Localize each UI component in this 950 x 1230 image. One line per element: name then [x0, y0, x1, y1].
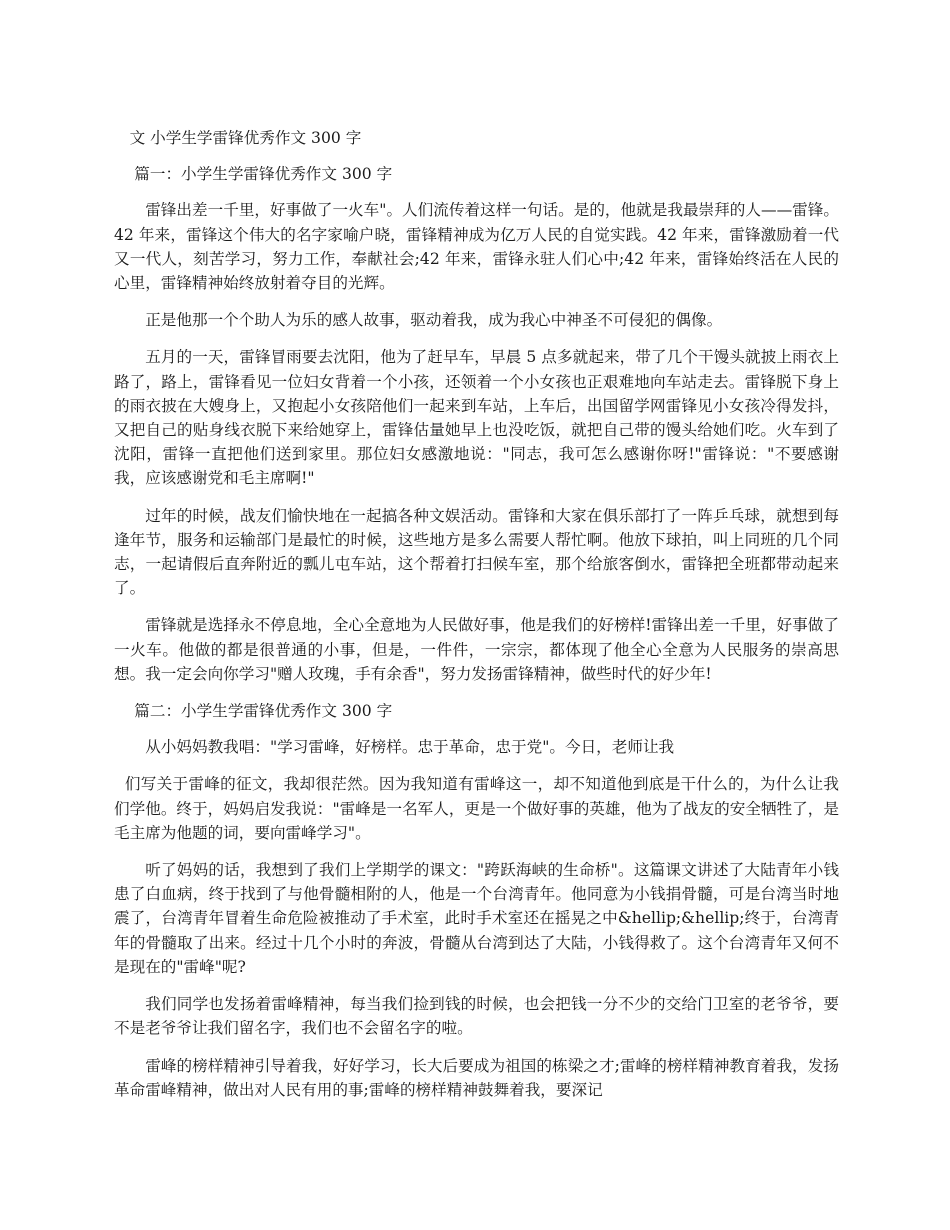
paragraph: 们写关于雷峰的征文，我却很茫然。因为我知道有雷峰这一，却不知道他到底是干什么的，为什么让我们学他。终于，妈妈启发我说："雷峰是一名军人，更是一个做好事的英雄，他为了战友的安全牺牲了，是毛主席为他题的词，要向雷峰学习"。 — [114, 775, 839, 842]
paragraph: 从小妈妈教我唱："学习雷峰，好榜样。忠于革命，忠于党"。今日，老师让我 — [145, 738, 675, 757]
paragraph: 听了妈妈的话，我想到了我们上学期学的课文："跨跃海峡的生命桥"。这篇课文讲述了大陆青年小钱患了白血病，终于找到了与他骨髓相附的人，他是一个台湾青年。他同意为小钱捐骨髓，可是台湾当时地震了，台湾青年冒着生命危险被推动了手术室，此时手术室还在摇晃之中&hellip;&hellip;终于，台湾青年的骨髓取了出来。经过十几个小时的奔波，骨髓从台湾到达了大陆，小钱得救了。这个台湾青年又何不是现在的"雷峰"呢? — [114, 861, 839, 976]
paragraph: 正是他那一个个助人为乐的感人故事，驱动着我，成为我心中神圣不可侵犯的偶像。 — [145, 311, 723, 330]
paragraph: 我们同学也发扬着雷峰精神，每当我们捡到钱的时候，也会把钱一分不少的交给门卫室的老爷爷，要不是老爷爷让我们留名字，我们也不会留名字的啦。 — [114, 995, 839, 1038]
paragraph: 五月的一天，雷锋冒雨要去沈阳，他为了赶早车，早晨 5 点多就起来，带了几个干馒头就披上雨衣上路了，路上，雷锋看见一位妇女背着一个小孩，还领着一个小女孩也正艰难地向车站走去。雷锋脱下身上的雨衣披在大嫂身上，又抱起小女孩陪他们一起来到车站，上车后，出国留学网雷锋见小女孩冷得发抖，又把自己的贴身线衣脱下来给她穿上，雷锋估量她早上也没吃饭，就把自己带的馒头给她们吃。火车到了沈阳，雷锋一直把他们送到家里。那位妇女感激地说："同志，我可怎么感谢你呀!"雷锋说："不要感谢我，应该感谢党和毛主席啊!" — [114, 348, 839, 488]
document-title: 文 小学生学雷锋优秀作文 300 字 — [129, 129, 362, 147]
document-page — [114, 126, 839, 1115]
section-heading-1: 篇一：小学生学雷锋优秀作文 300 字 — [134, 165, 393, 184]
paragraph: 雷锋就是选择永不停息地，全心全意地为人民做好事，他是我们的好榜样!雷锋出差一千里，好事做了一火车。他做的都是很普通的小事，但是，一件件，一宗宗，都体现了他全心全意为人民服务的崇高思想。我一定会向你学习"赠人玫瑰，手有余香"，努力发扬雷锋精神，做些时代的好少年! — [114, 616, 839, 683]
section-heading-2: 篇二：小学生学雷锋优秀作文 300 字 — [134, 702, 393, 721]
paragraph: 过年的时候，战友们愉快地在一起搞各种文娱活动。雷锋和大家在俱乐部打了一阵乒乓球，就想到每逢年节，服务和运输部门是最忙的时候，这些地方是多么需要人帮忙啊。他放下球拍，叫上同班的几个同志，一起请假后直奔附近的瓢儿屯车站，这个帮着打扫候车室，那个给旅客倒水，雷锋把全班都带动起来了。 — [114, 506, 839, 598]
paragraph: 雷峰的榜样精神引导着我，好好学习，长大后要成为祖国的栋梁之才;雷峰的榜样精神教育着我，发扬革命雷峰精神，做出对人民有用的事;雷峰的榜样精神鼓舞着我，要深记 — [114, 1056, 839, 1099]
paragraph: 雷锋出差一千里，好事做了一火车"。人们流传着这样一句话。是的，他就是我最崇拜的人——雷锋。42 年来，雷锋这个伟大的名字家喻户晓，雷锋精神成为亿万人民的自觉实践。42 年来，雷锋激励着一代又一代人，刻苦学习，努力工作，奉献社会;42 年来，雷锋永驻人们心中;42 年来，雷锋始终活在人民的心里，雷锋精神始终放射着夺目的光辉。 — [114, 201, 839, 293]
